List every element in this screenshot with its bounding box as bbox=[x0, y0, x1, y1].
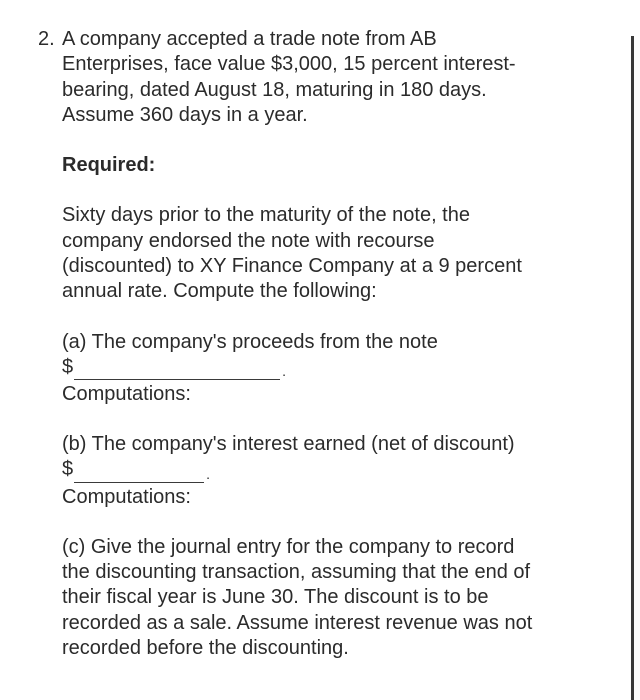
part-b-computations-label: Computations: bbox=[62, 485, 191, 508]
part-c-line: (c) Give the journal entry for the company to record bbox=[62, 535, 515, 558]
intro-line: A company accepted a trade note from AB bbox=[62, 28, 437, 50]
scenario-line: Sixty days prior to the maturity of the note, the bbox=[62, 204, 470, 227]
part-a-currency: $ bbox=[62, 355, 74, 378]
part-a-answer-line bbox=[62, 355, 598, 380]
intro-line: Enterprises, face value $3,000, 15 percent interest- bbox=[62, 53, 516, 76]
part-b-question: (b) The company's interest earned (net of discount) bbox=[62, 433, 515, 456]
intro-line: bearing, dated August 18, maturing in 180 days. bbox=[62, 78, 487, 101]
part-b-answer-line bbox=[62, 458, 598, 483]
scenario-line: (discounted) to XY Finance Company at a 9 percent bbox=[62, 255, 522, 278]
part-c bbox=[38, 535, 598, 661]
part-b-currency: $ bbox=[62, 458, 74, 481]
part-a bbox=[38, 330, 598, 408]
problem-number: 2. bbox=[38, 28, 55, 50]
part-b-answer-blank[interactable] bbox=[74, 465, 204, 483]
part-b bbox=[38, 432, 598, 510]
scenario-line: annual rate. Compute the following: bbox=[62, 280, 377, 303]
problem-2 bbox=[38, 27, 598, 661]
part-a-answer-blank[interactable] bbox=[74, 362, 280, 380]
right-edge-rule bbox=[631, 36, 634, 700]
part-c-line: recorded before the discounting. bbox=[62, 637, 349, 660]
part-a-computations-label: Computations: bbox=[62, 382, 191, 405]
part-c-line: the discounting transaction, assuming that the end of bbox=[62, 561, 531, 584]
part-a-question: (a) The company's proceeds from the note bbox=[62, 330, 438, 353]
part-a-period: . bbox=[282, 362, 287, 379]
scenario-line: company endorsed the note with recourse bbox=[62, 229, 435, 252]
problem-intro bbox=[38, 27, 598, 128]
part-b-period: . bbox=[206, 465, 211, 482]
part-c-line: recorded as a sale. Assume interest revenue was not bbox=[62, 611, 533, 634]
scenario-paragraph bbox=[38, 203, 598, 304]
required-heading: Required: bbox=[62, 154, 156, 177]
part-c-line: their fiscal year is June 30. The discount is to be bbox=[62, 586, 489, 609]
intro-line: Assume 360 days in a year. bbox=[62, 103, 308, 126]
